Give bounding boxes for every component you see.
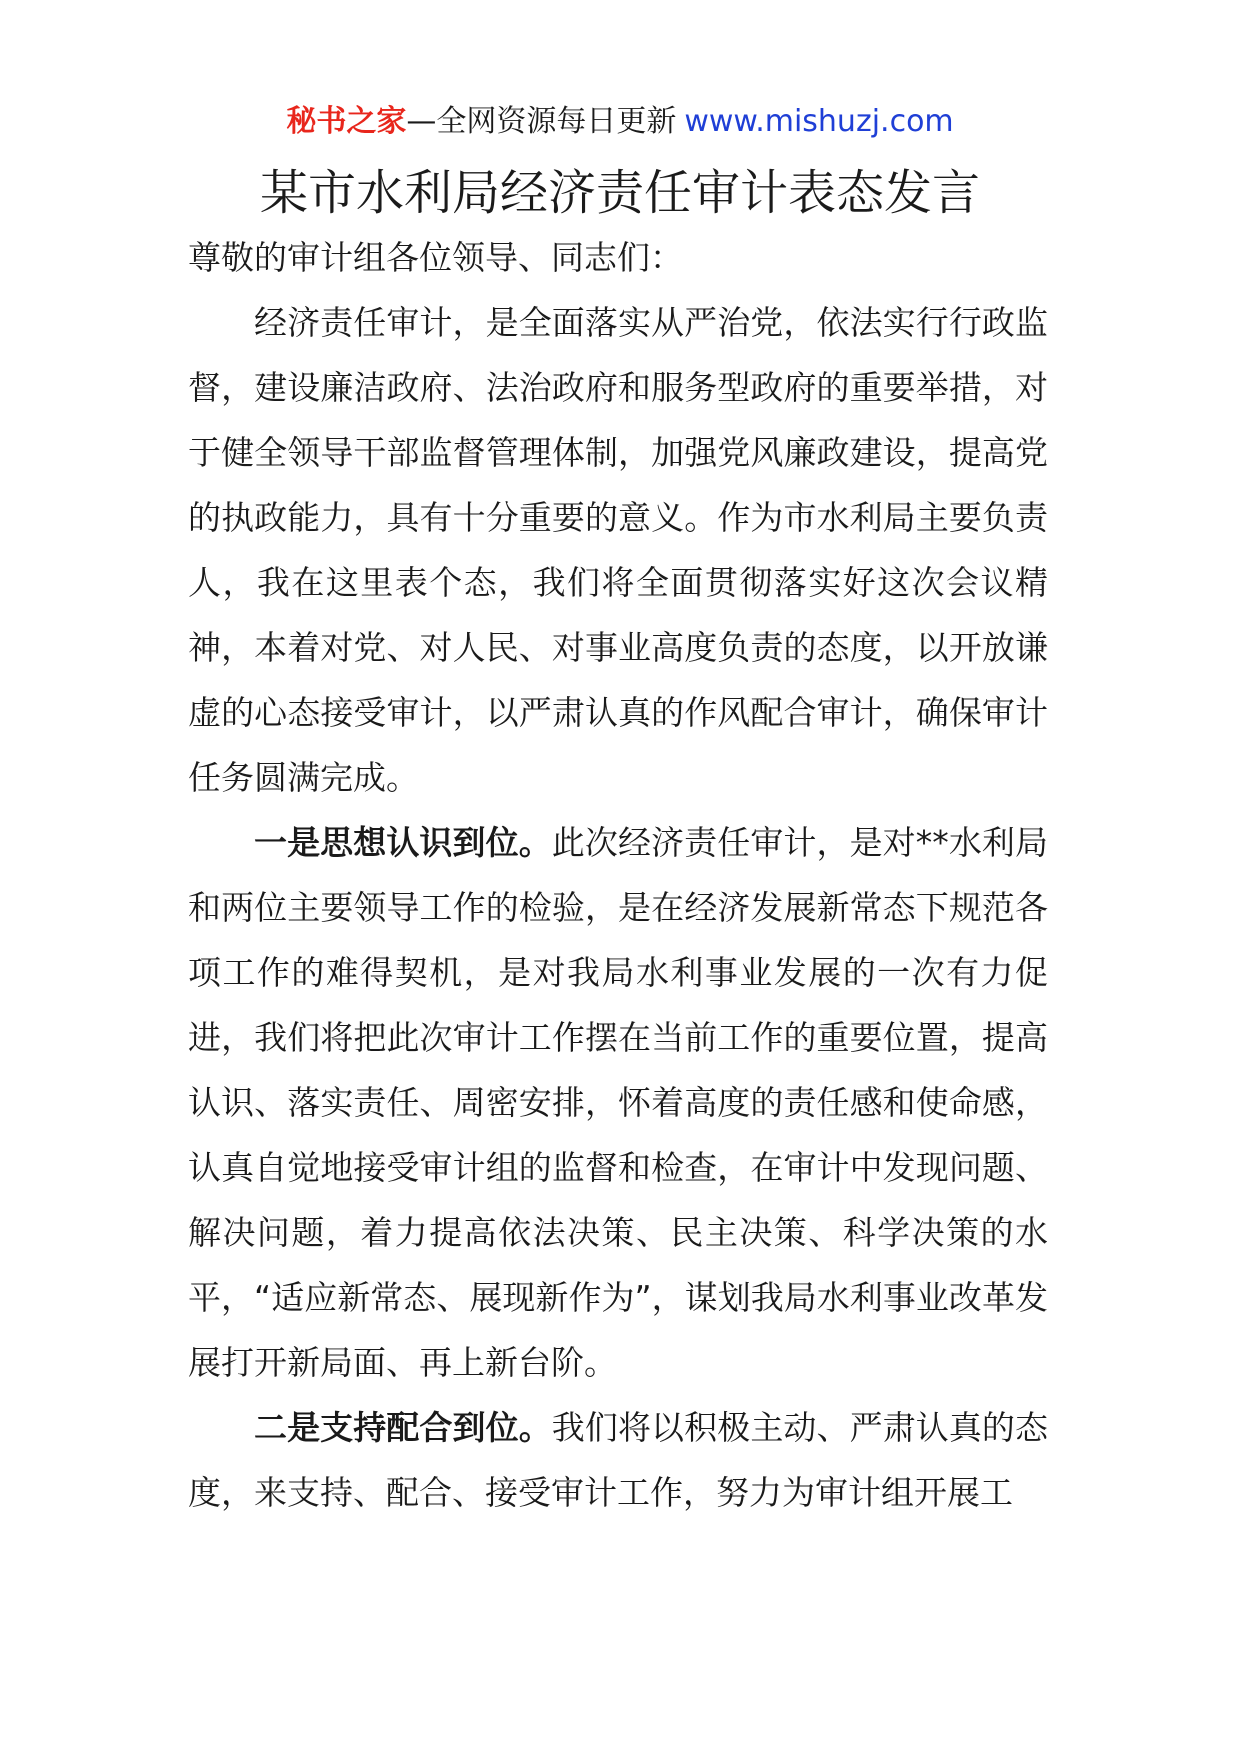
site-tagline: —全网资源每日更新 (406, 104, 677, 139)
document-body (188, 225, 1048, 1525)
site-url-link[interactable]: www.mishuzj.com (684, 104, 954, 139)
paragraph-lead: 一是思想认识到位。 (254, 823, 552, 862)
paragraph-intro (188, 290, 1048, 810)
paragraph-point-1 (188, 810, 1048, 1395)
paragraph-point-2 (188, 1395, 1048, 1525)
paragraph-lead: 二是支持配合到位。 (254, 1408, 552, 1447)
paragraph-text: 经济责任审计，是全面落实从严治党，依法实行行政监督，建设廉洁政府、法治政府和服务型政府的重要举措，对于健全领导干部监督管理体制，加强党风廉政建设，提高党的执政能力，具有十分重要的意义。作为市水利局主要负责人，我在这里表个态，我们将全面贯彻落实好这次会议精神，本着对党、对人民、对事业高度负责的态度，以开放谦虚的心态接受审计，以严肃认真的作风配合审计，确保审计任务圆满完成。 (188, 303, 1048, 797)
site-header (0, 100, 1240, 144)
paragraph-text: 此次经济责任审计，是对**水利局和两位主要领导工作的检验，是在经济发展新常态下规范各项工作的难得契机，是对我局水利事业发展的一次有力促进，我们将把此次审计工作摆在当前工作的重要位置，提高认识、落实责任、周密安排，怀着高度的责任感和使命感，认真自觉地接受审计组的监督和检查，在审计中发现问题、解决问题，着力提高依法决策、民主决策、科学决策的水平，“适应新常态、展现新作为”，谋划我局水利事业改革发展打开新局面、再上新台阶。 (188, 823, 1049, 1382)
paragraph-text: 我们将以积极主动、严肃认真的态度，来支持、配合、接受审计工作，努力为审计组开展工 (188, 1408, 1049, 1512)
brand-name: 秘书之家 (286, 104, 407, 139)
salutation: 尊敬的审计组各位领导、同志们： (188, 238, 683, 277)
document-title: 某市水利局经济责任审计表态发言 (259, 165, 980, 221)
